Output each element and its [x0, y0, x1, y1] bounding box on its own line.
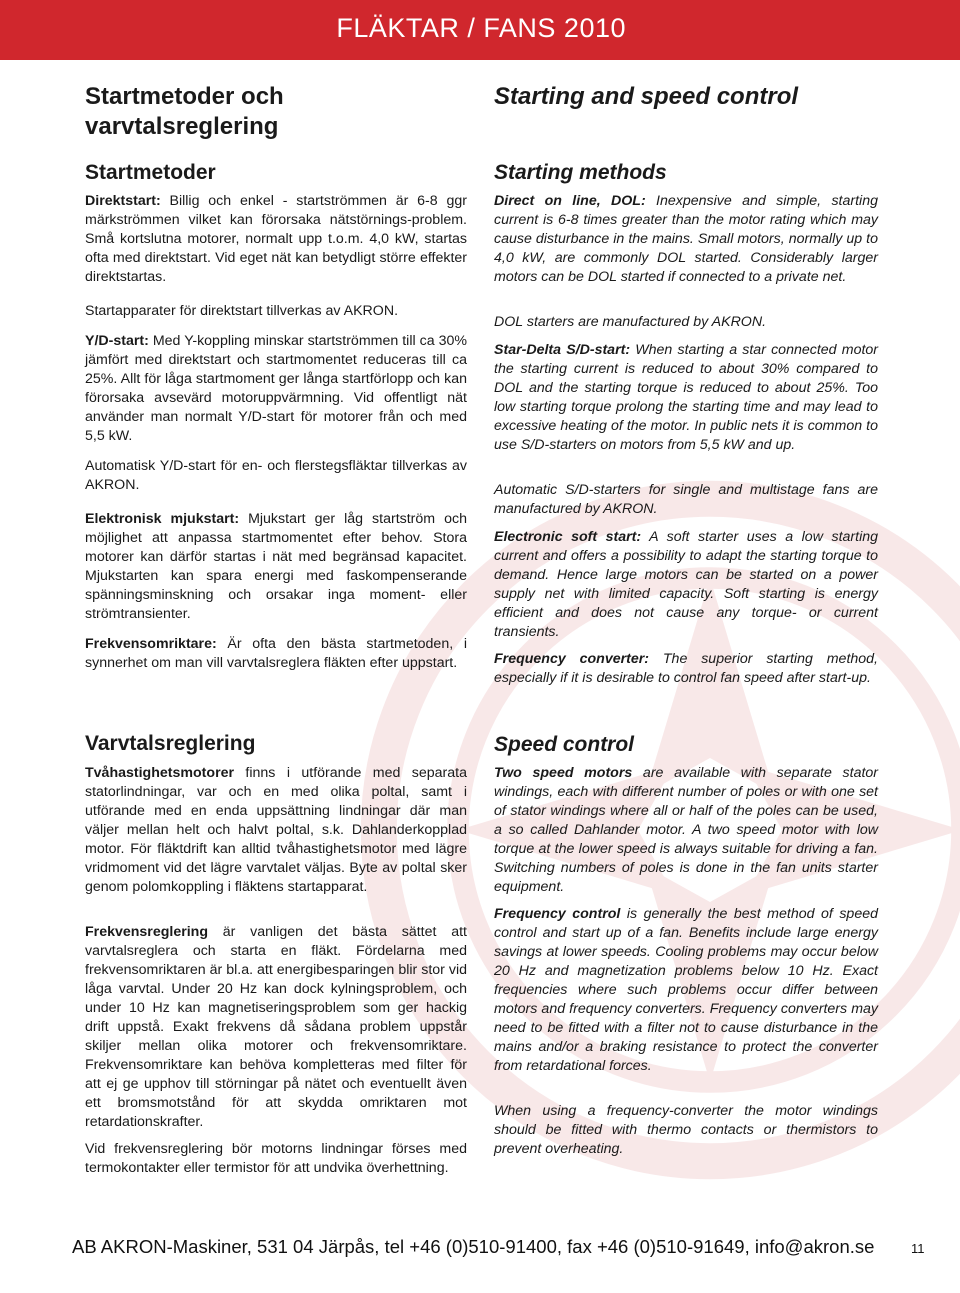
- direktstart-paragraph: Direktstart: Billig och enkel - startströmmen är 6-8 ggr märkströmmen vilket kan förorsaka nätstörnings-problem. Små kortslutna motorer, normalt upp t.o.m. 4,0 kW, startas ofta med direktstart. Vid eget nät kan betydligt större effekter direktstartas.: [85, 193, 467, 285]
- frekvensomriktare-paragraph: Frekvensomriktare: Är ofta den bästa startmetoden, i synnerhet om man vill varvtalsreglera fläkten efter uppstart.: [85, 636, 467, 671]
- startmetoder-heading: Startmetoder: [85, 161, 216, 184]
- left-title-line1: Startmetoder och: [85, 83, 284, 110]
- speed-control-heading: Speed control: [494, 733, 635, 756]
- star-delta-paragraph: Star-Delta S/D-start: When starting a star connected motor the starting current is reduced to about 30% compared to DOL and the starting torque is reduced to about 25%. Too low starting torque prolong the starting time and may lead to excessive heating of the motor. In public nets it is common to use S/D-starters on motors from 5,5 kW and up.: [494, 342, 879, 453]
- starting-methods-heading: Starting methods: [494, 161, 667, 184]
- frequency-control-paragraph: Frequency control is generally the best method of speed control and start up of a fan. Benefits include large energy savings at lower speeds. Cooling problems may occur below 20 Hz and magnetization problems below 10 Hz. Exact frequencies where such problems occur differ between motors and frequency converters. Frequency converters may need to be fitted with a filter not to cause disturbance in the mains and/or a braking resistance to protect the converter from retardational forces.: [494, 906, 878, 1074]
- dol-manufactured-paragraph: DOL starters are manufactured by AKRON.: [494, 314, 767, 330]
- page-number: 11: [911, 1241, 925, 1256]
- auto-sd-paragraph: Automatic S/D-starters for single and multistage fans are manufactured by AKRON.: [494, 482, 878, 517]
- startapparater-paragraph: Startapparater för direktstart tillverkas av AKRON.: [85, 303, 399, 319]
- two-speed-motors-paragraph: Two speed motors are available with separate stator windings, each with different number of poles or with one set of stator windings where all or half of the poles can be used, a so called Dahlander motor. A two speed motor with low torque at the lower speed is always suitable for driving a fan. Switching numbers of poles is done in the fan units starter equipment.: [494, 765, 879, 895]
- automatisk-yd-paragraph: Automatisk Y/D-start för en- och flerstegsfläktar tillverkas av AKRON.: [85, 458, 467, 493]
- mjukstart-paragraph: Elektronisk mjukstart: Mjukstart ger låg startström och möjlighet att anpassa startmomentet efter behov. Stora motorer kan därför startas i nät med begränsad kapacitet. Mjukstarten kan spara energi med faskompenserande spänningsminskning och orsakar inga moment- eller strömtransienter.: [85, 511, 467, 622]
- thermo-paragraph: When using a frequency-converter the motor windings should be fitted with thermo contacts or thermistors to prevent overheating.: [494, 1103, 878, 1157]
- footer-contact: AB AKRON-Maskiner, 531 04 Järpås, tel +46 (0)510-91400, fax +46 (0)510-91649, info@akron.se: [72, 1236, 875, 1257]
- right-title: Starting and speed control: [494, 83, 799, 110]
- soft-start-paragraph: Electronic soft start: A soft starter uses a low starting current and offers a possibility to adapt the starting torque to demand. Hence large motors can be started on a power supply net with limited capacity. Soft starting is energy efficient and does not cause any torque- or current transients.: [494, 529, 878, 640]
- termokontakter-paragraph: Vid frekvensreglering bör motorns lindningar förses med termokontakter eller termistor för att undvika överhettning.: [85, 1141, 467, 1176]
- left-title: [85, 82, 467, 142]
- frekvensreglering-paragraph: Frekvensreglering är vanligen det bästa sättet att varvtalsreglera och starta en fläkt. Fördelarna med frekvensomriktaren är bl.a. att energibesparingen blir stor vid låga varvtal. Under 20 Hz kan dock kylningsproblem, och under 10 Hz kan magnetiseringsproblem som ger hackig drift uppstå. Exakt frekvens då sådana problem uppstår skiljer mellan olika motorer och frekvensomriktare. Frekvensomriktare kan behöva kompletteras med filter för att ej ge upphov till störningar på nätet och eventuellt även ett bromsmotstånd för att skydda omriktaren mot retardationskrafter.: [85, 924, 467, 1130]
- varvtalsreglering-heading: Varvtalsreglering: [85, 732, 256, 755]
- yd-start-paragraph: Y/D-start: Med Y-koppling minskar startströmmen till ca 30% jämfört med direktstart och startmomentet reduceras till ca 25%. Allt för låga startmoment ger långa startförlopp och kan förorsaka avsevärd motoruppvärmning. Vid offentligt nät använder man normalt Y/D-start för motorer från och med 5,5 kW.: [85, 333, 467, 444]
- frequency-converter-paragraph: Frequency converter: The superior starting method, especially if it is desirable to control fan speed after start-up.: [494, 651, 878, 686]
- header-title: FLÄKTAR / FANS 2010: [336, 13, 626, 43]
- dol-paragraph: Direct on line, DOL: Inexpensive and simple, starting current is 6-8 times greater than the motor rating which may cause disturbance in the mains. Small motors, normally up to 4,0 kW, are commonly DOL started. Considerably larger motors can be DOL started if connected to a private net.: [494, 193, 878, 285]
- header-banner: [0, 0, 960, 60]
- left-title-line2: varvtalsreglering: [85, 113, 279, 140]
- tvahastighetsmotorer-paragraph: Tvåhastighetsmotorer finns i utförande med separata statorlindningar, var och en med olika poltal, samt i utförande med en enda uppsättning lindningar där man väljer mellan helt och halvt poltal, s.k. Dahlanderkopplad motor. För fläktdrift kan alltid tvåhastighetsmotor med lägre vridmoment vid det lägre varvtalet väljas. Byte av poltal sker genom polomkoppling i fläktens startapparat.: [85, 765, 467, 895]
